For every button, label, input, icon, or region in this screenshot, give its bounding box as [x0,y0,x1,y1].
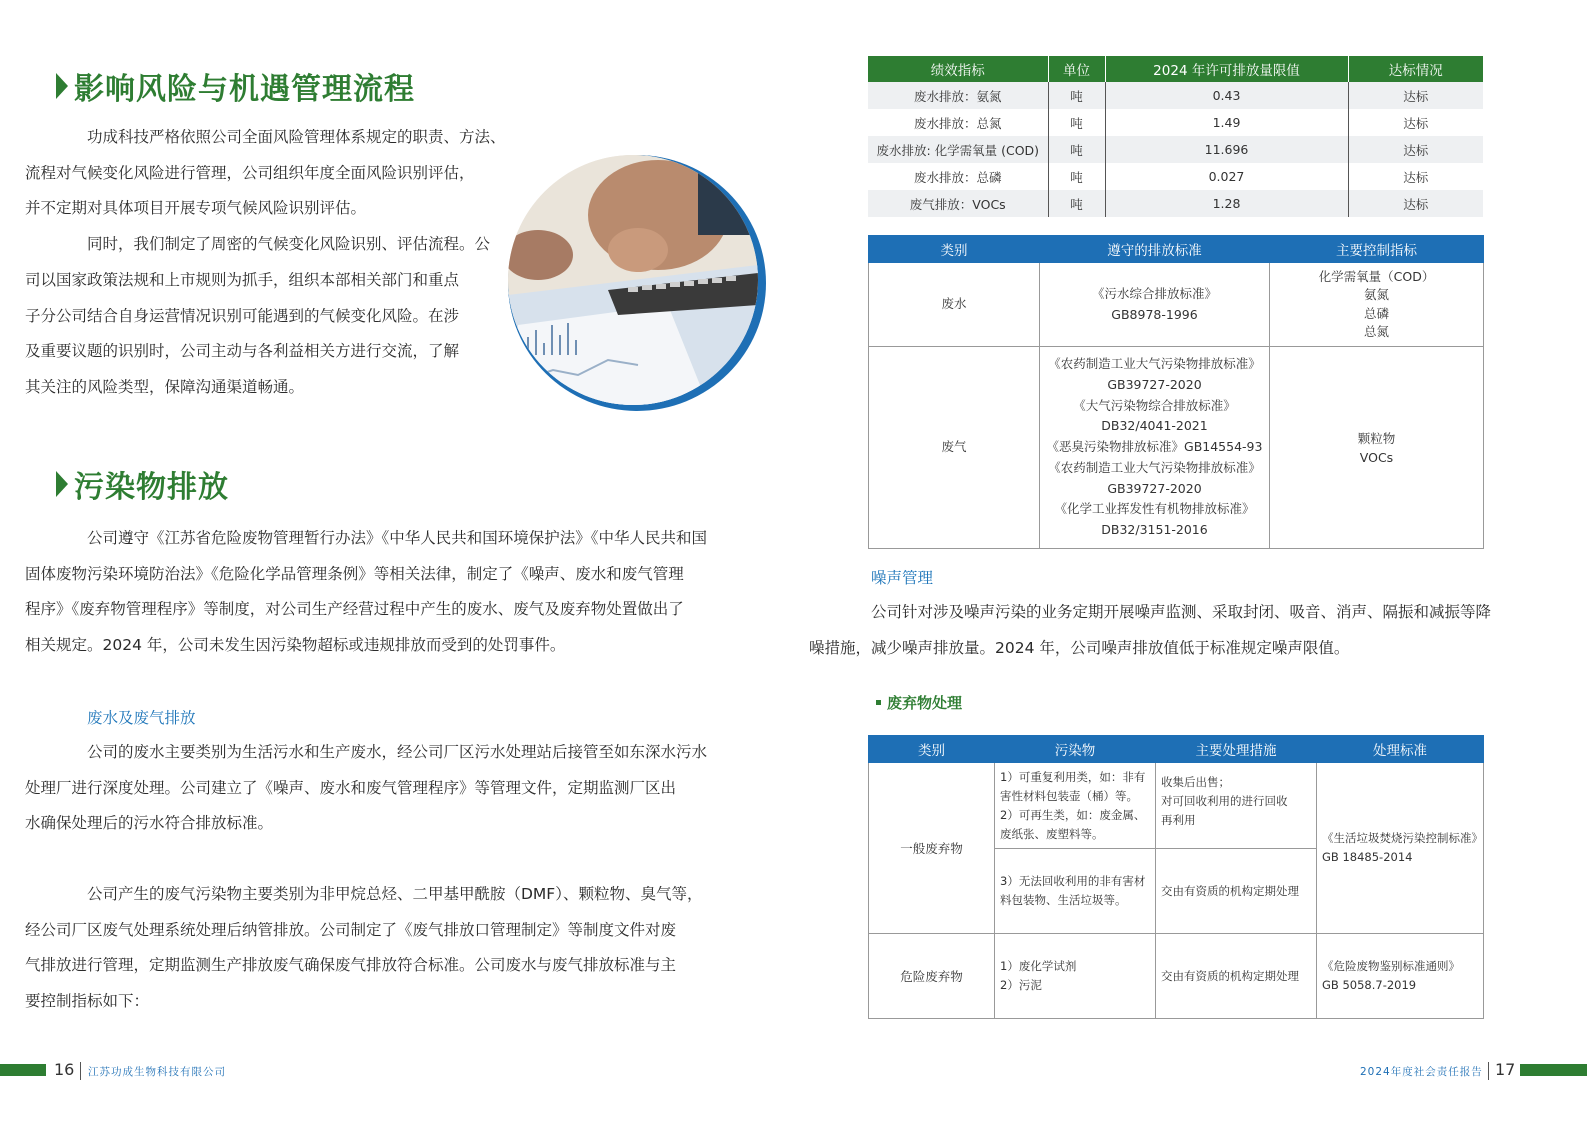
column-header: 单位 [1048,56,1105,82]
measure-line: 对可回收利用的进行回收 [1161,794,1288,808]
triangle-marker-icon [56,73,68,99]
standard-line: 《生活垃圾焚烧污染控制标准》 [1322,831,1483,845]
indicator-line: VOCs [1359,449,1394,465]
pollutant-intro [25,521,731,664]
column-header: 类别 [869,236,1040,263]
section-title-pollutant [56,462,229,506]
triangle-marker-icon [56,471,68,497]
text-line: 处理厂进行深度处理。公司建立了《噪声、废水和废气管理程序》等管理文件，定期监测厂区出 [25,778,677,797]
table-cell: 废气 [869,347,1040,549]
column-header: 主要处理措施 [1156,736,1317,763]
table-cell: 吨 [1048,109,1105,136]
exhaust-text [25,877,731,1020]
standard-line: GB 18485-2014 [1322,850,1413,864]
indicator-line: 总磷 [1363,305,1389,321]
section-title-pollutant-text: 污染物排放 [74,470,229,505]
text-line: 程序》《废弃物管理程序》等制度，对公司生产经营过程中产生的废水、废气及废弃物处置做出了 [25,600,684,619]
text-line: 及重要议题的识别时，公司主动与各利益相关方进行交流，了解 [25,342,460,361]
text-line: 气排放进行管理，定期监测生产排放废气确保废气排放符合标准。公司废水与废气排放标准与主 [25,956,677,975]
pollutant-line: 害性材料包装壶（桶）等。 [1000,788,1138,803]
indicator-line: 化学需氧量（COD） [1318,268,1435,284]
column-header: 绩效指标 [868,56,1048,82]
footer-divider [1488,1062,1489,1080]
table-cell [1270,263,1484,347]
footer-bar-left [0,1064,46,1076]
risk-paragraph-1 [25,120,516,227]
exhaust-paragraph [25,877,731,1020]
table-cell: 达标 [1348,136,1483,163]
indicator-line: 颗粒物 [1357,430,1396,446]
standard-line: 《农药制造工业大气污染物排放标准》 [1048,459,1261,475]
table-cell [995,763,1156,849]
waste-heading [876,692,962,713]
text-line: 经公司厂区废气处理系统处理后纳管排放。公司制定了《废气排放口管理制定》等制度文件对废 [25,920,677,939]
column-header: 处理标准 [1317,736,1484,763]
table-cell: 危险废弃物 [869,934,995,1019]
emission-performance-table [868,56,1483,217]
table-cell: 废水排放：总氮 [868,109,1048,136]
table-cell: 达标 [1348,163,1483,190]
business-calculator-photo [508,155,758,405]
table-cell: 1.49 [1105,109,1348,136]
column-header: 2024 年许可排放量限值 [1105,56,1348,82]
text-line: 水确保处理后的污水符合排放标准。 [25,814,274,833]
table-cell: 交由有资质的机构定期处理 [1156,849,1317,934]
standard-line: 《危险废物鉴别标准通则》 [1322,959,1460,973]
table-row [868,136,1483,163]
measure-line: 收集后出售； [1161,775,1230,789]
table-row [869,263,1484,347]
text-line: 并不定期对具体项目开展专项气候风险识别评估。 [25,199,367,218]
table-cell [1270,347,1484,549]
standard-line: 《恶臭污染物排放标准》GB14554-93 [1046,439,1263,455]
pollutant-line: 料包装物、生活垃圾等。 [1000,893,1127,907]
table-header-row [868,56,1483,82]
table-row [868,82,1483,109]
text-line: 司以国家政策法规和上市规则为抓手，组织本部相关部门和重点 [25,270,460,289]
table-cell: 11.696 [1105,136,1348,163]
square-bullet-icon [876,700,881,705]
table-row [868,109,1483,136]
column-header: 主要控制指标 [1270,236,1484,263]
wastewater-text [25,735,731,842]
noise-text [809,595,1508,666]
table-cell: 吨 [1048,82,1105,109]
table-cell [995,934,1156,1019]
standard-line: 《大气污染物综合排放标准》 [1073,397,1236,413]
indicator-line: 氨氮 [1363,287,1389,302]
pollutant-line: 2）可再生类，如：废金属、 [1000,807,1146,822]
table-cell: 废气排放：VOCs [868,190,1048,217]
table-row [868,163,1483,190]
page-number-right: 17 [1495,1060,1516,1079]
page-number-left: 16 [54,1060,75,1079]
subhead-noise: 噪声管理 [871,569,934,587]
table-cell [1156,763,1317,849]
standard-line: 《污水综合排放标准》 [1091,285,1217,301]
table-row [869,347,1484,549]
text-line: 固体废物污染环境防治法》《危险化学品管理条例》等相关法律，制定了《噪声、废水和废气管理 [25,564,684,583]
standard-line: GB 5058.7-2019 [1322,978,1417,992]
column-header: 类别 [869,736,995,763]
standard-line: GB39727-2020 [1107,376,1202,392]
table-header-row [869,736,1484,763]
pollutant-line: 1）废化学试剂 [1000,959,1077,973]
column-header: 达标情况 [1348,56,1483,82]
footer-bar-right [1520,1064,1587,1076]
table-row [869,763,1484,849]
text-line: 流程对气候变化风险进行管理，公司组织年度全面风险识别评估， [25,163,475,182]
text-line: 子分公司结合自身运营情况识别可能遇到的气候变化风险。在涉 [25,306,460,325]
table-row [868,190,1483,217]
table-cell: 达标 [1348,109,1483,136]
column-header: 污染物 [995,736,1156,763]
pollutant-line: 废纸张、废塑料等。 [1000,826,1104,841]
indicator-line: 总氮 [1363,324,1389,339]
text-line: 要控制指标如下： [25,992,150,1011]
column-header: 遵守的排放标准 [1040,236,1270,263]
risk-paragraph-2 [25,227,516,406]
table-cell: 吨 [1048,163,1105,190]
table-cell: 废水排放：氨氮 [868,82,1048,109]
table-cell: 废水 [869,263,1040,347]
noise-paragraph [809,595,1508,666]
subhead-wastewater-gas: 废水及废气排放 [87,709,196,727]
standard-line: DB32/3151-2016 [1101,522,1208,538]
text-line: 相关规定。2024 年，公司未发生因污染物超标或违规排放而受到的处罚事件。 [25,636,566,655]
footer-company-name: 江苏功成生物科技有限公司 [88,1066,226,1078]
table-row [869,934,1484,1019]
text-line: 公司针对涉及噪声污染的业务定期开展噪声监测、采取封闭、吸音、消声、隔振和减振等降 [871,603,1492,621]
standard-line: DB32/4041-2021 [1101,418,1208,434]
section-title-risk [56,64,415,108]
photo-illustration [508,155,758,405]
footer-report-title: 2024年度社会责任报告 [1360,1066,1483,1078]
risk-paragraphs [25,120,516,406]
pollutant-paragraph [25,521,731,664]
table-cell: 吨 [1048,190,1105,217]
table-cell [1040,263,1270,347]
table-cell: 0.43 [1105,82,1348,109]
table-header-row [869,236,1484,263]
standard-line: 《农药制造工业大气污染物排放标准》 [1048,355,1261,371]
text-line: 公司遵守《江苏省危险废物管理暂行办法》《中华人民共和国环境保护法》《中华人民共和国 [87,529,708,547]
footer-divider [80,1062,81,1080]
waste-heading-text: 废弃物处理 [887,694,963,712]
table-cell: 0.027 [1105,163,1348,190]
emission-standards-table [868,235,1484,549]
section-title-risk-text: 影响风险与机遇管理流程 [74,72,415,107]
table-cell: 达标 [1348,82,1483,109]
text-line: 功成科技严格依照公司全面风险管理体系规定的职责、方法、 [87,128,506,146]
table-cell: 交由有资质的机构定期处理 [1156,934,1317,1019]
table-cell: 1.28 [1105,190,1348,217]
table-cell: 废水排放: 化学需氧量 (COD) [868,136,1048,163]
text-line: 公司的废水主要类别为生活污水和生产废水，经公司厂区污水处理站后接管至如东深水污水 [87,743,708,761]
pollutant-line: 1）可重复利用类，如：非有 [1000,769,1146,784]
pollutant-line: 2）污泥 [1000,978,1042,992]
table-cell [1040,347,1270,549]
table-cell: 废水排放：总磷 [868,163,1048,190]
table-cell [995,849,1156,934]
standard-line: GB8978-1996 [1111,306,1198,322]
table-cell [1317,763,1484,934]
waste-treatment-table [868,735,1484,1019]
text-line: 同时，我们制定了周密的气候变化风险识别、评估流程。公 [87,235,491,254]
standard-line: 《化学工业挥发性有机物排放标准》 [1054,501,1255,517]
table-cell: 一般废弃物 [869,763,995,934]
standard-line: GB39727-2020 [1107,480,1202,496]
table-cell: 达标 [1348,190,1483,217]
text-line: 噪措施，减少噪声排放量。2024 年，公司噪声排放值低于标准规定噪声限值。 [809,638,1350,657]
table-cell: 吨 [1048,136,1105,163]
wastewater-paragraph [25,735,731,842]
text-line: 公司产生的废气污染物主要类别为非甲烷总烃、二甲基甲酰胺（DMF）、颗粒物、臭气等， [87,885,703,903]
pollutant-line: 3）无法回收利用的非有害材 [1000,874,1146,888]
table-cell [1317,934,1484,1019]
measure-line: 再利用 [1161,813,1196,827]
text-line: 其关注的风险类型，保障沟通渠道畅通。 [25,377,305,396]
